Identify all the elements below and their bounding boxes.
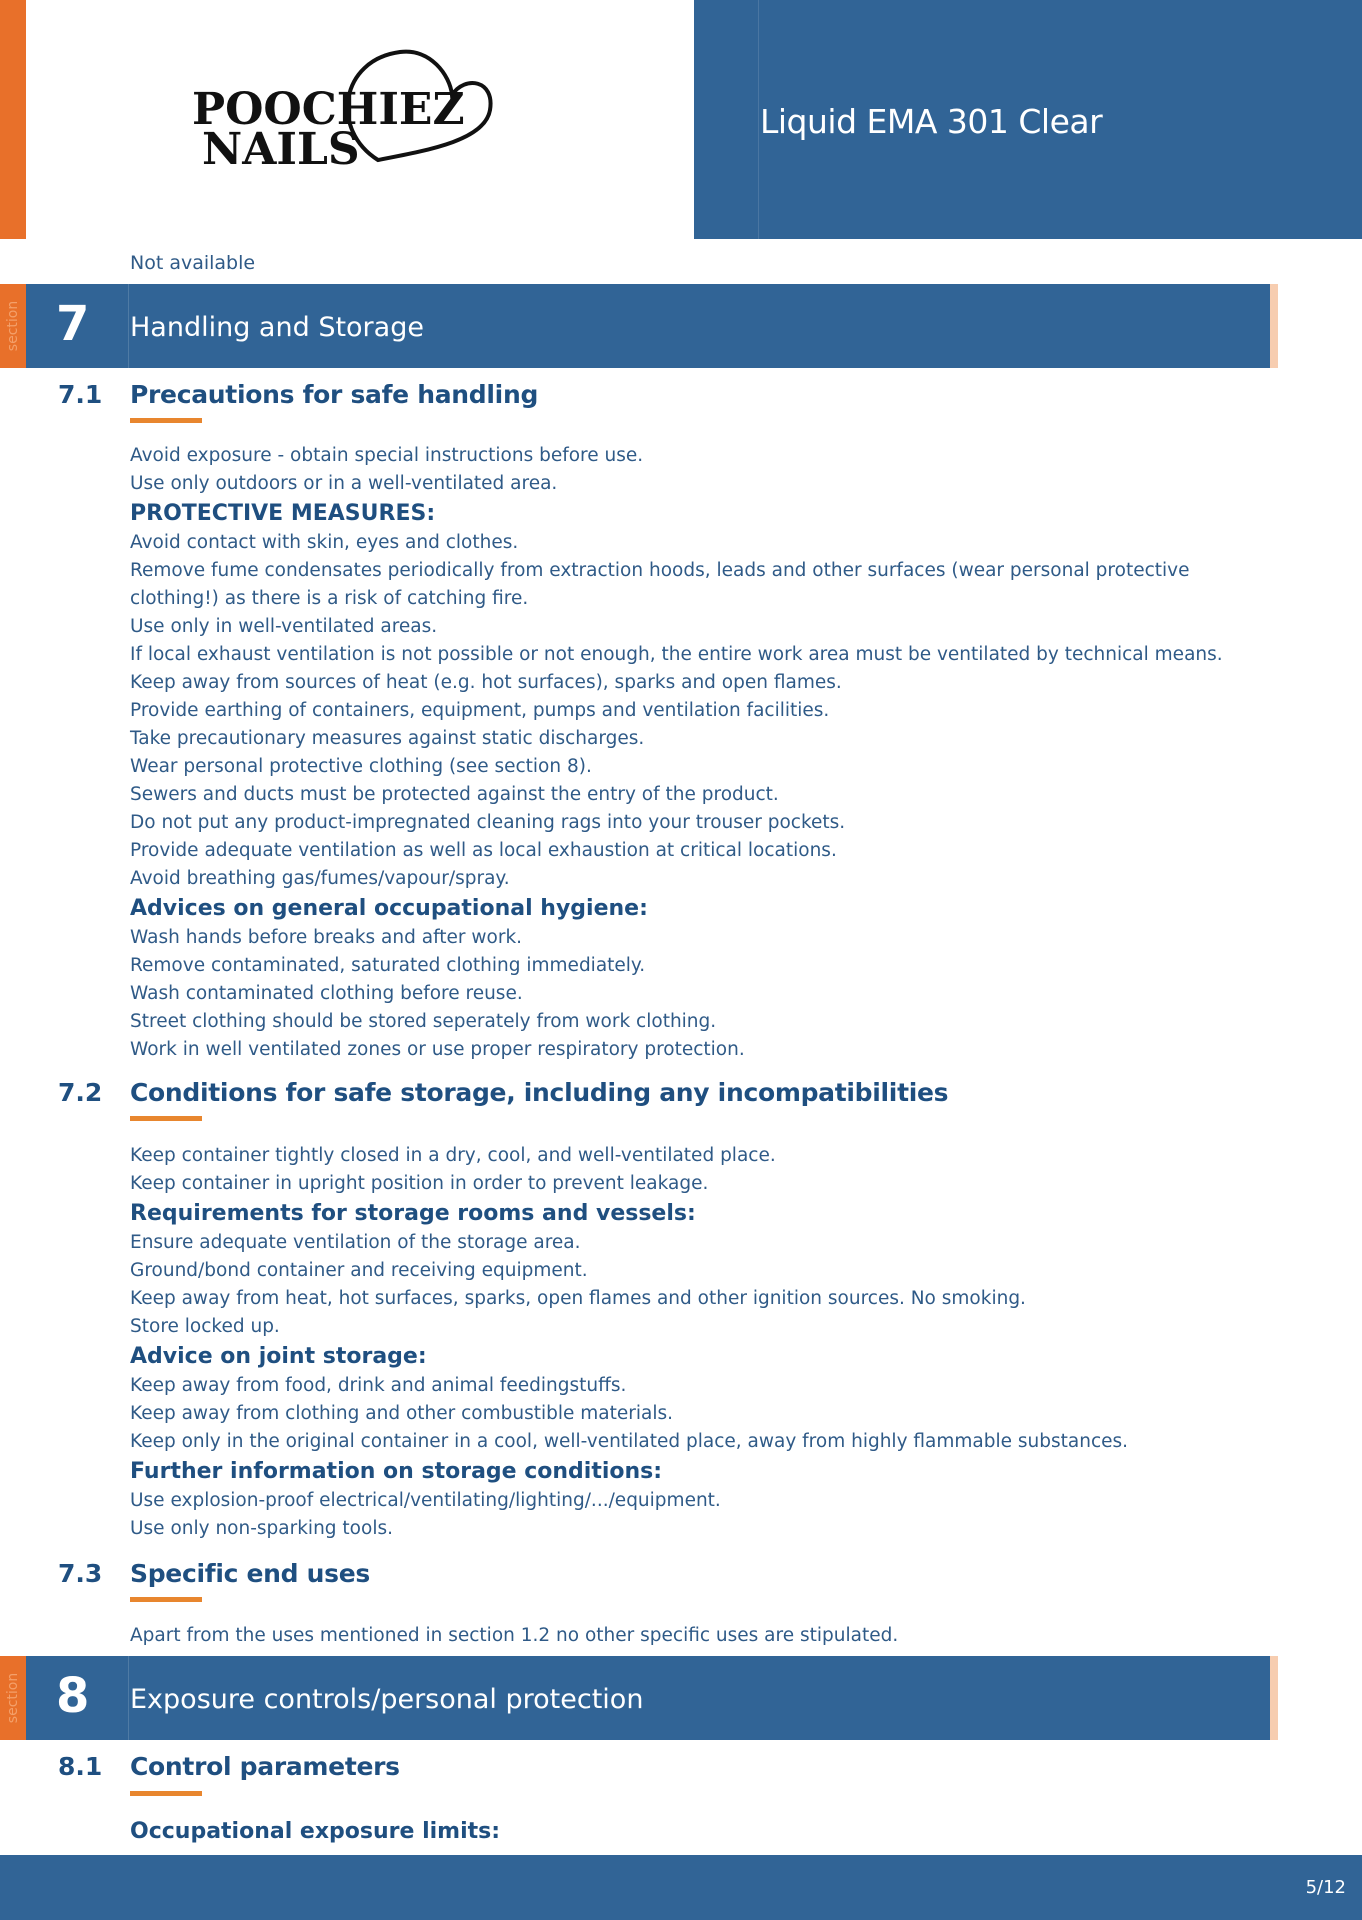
text-line: Remove contaminated, saturated clothing immediately.	[130, 955, 646, 976]
text-line: Keep away from heat, hot surfaces, sparks, open flames and other ignition sources. No smoking.	[130, 1288, 1026, 1309]
subsection-7-2-number: 7.2	[58, 1078, 103, 1107]
text-line: Ensure adequate ventilation of the storage area.	[130, 1232, 581, 1253]
subsection-7-3-title: Specific end uses	[130, 1559, 370, 1588]
logo-text-line2: NAILS	[202, 124, 360, 175]
text-line: Work in well ventilated zones or use proper respiratory protection.	[130, 1039, 745, 1060]
text-line: Keep away from clothing and other combustible materials.	[130, 1403, 674, 1424]
text-line: Provide earthing of containers, equipment, pumps and ventilation facilities.	[130, 700, 830, 721]
text-line: Store locked up.	[130, 1316, 280, 1337]
section-label: section	[5, 1672, 22, 1724]
text-line: Wash hands before breaks and after work.	[130, 927, 523, 948]
subsection-7-1-number: 7.1	[58, 380, 103, 409]
section-8-header	[0, 1656, 1270, 1740]
brand-logo	[190, 40, 500, 175]
section-title: Handling and Storage	[130, 312, 424, 343]
subsection-7-3-number: 7.3	[58, 1559, 103, 1588]
text-line: Avoid contact with skin, eyes and clothes.	[130, 532, 519, 553]
text-line: Avoid exposure - obtain special instructions before use.	[130, 445, 644, 466]
hygiene-heading: Advices on general occupational hygiene:	[130, 896, 648, 921]
page-number: 5/12	[1305, 1877, 1346, 1898]
subsection-8-1-content	[130, 1816, 1330, 1847]
text-line: Keep container tightly closed in a dry, cool, and well-ventilated place.	[130, 1145, 776, 1166]
subsection-7-1-content	[130, 442, 1330, 1064]
document-title: Liquid EMA 301 Clear	[760, 102, 1103, 141]
text-line: Use only in well-ventilated areas.	[130, 616, 438, 637]
text-line: Wear personal protective clothing (see section 8).	[130, 756, 592, 777]
text-line: Use explosion-proof electrical/ventilating/lighting/.../equipment.	[130, 1490, 721, 1511]
text-line: Keep only in the original container in a cool, well-ventilated place, away from highly flammable substances.	[130, 1431, 1129, 1452]
text-line: Do not put any product-impregnated cleaning rags into your trouser pockets.	[130, 812, 846, 833]
text-line: Provide adequate ventilation as well as local exhaustion at critical locations.	[130, 840, 837, 861]
top-note: Not available	[130, 252, 256, 274]
storage-rooms-heading: Requirements for storage rooms and vessels:	[130, 1201, 696, 1226]
text-line: Apart from the uses mentioned in section 1.2 no other specific uses are stipulated.	[130, 1625, 899, 1646]
text-line: Use only non-sparking tools.	[130, 1518, 393, 1539]
subsection-8-1-number: 8.1	[58, 1752, 103, 1781]
subsection-underline	[130, 1116, 202, 1121]
page-footer	[0, 1855, 1362, 1920]
logo-heart-icon	[190, 40, 500, 175]
text-line: Keep container in upright position in order to prevent leakage.	[130, 1173, 709, 1194]
section-number: 8	[56, 1668, 90, 1724]
text-line: Remove fume condensates periodically from extraction hoods, leads and other surfaces (wear personal protective clothing!) as there is a risk of catching fire.	[130, 560, 1190, 609]
text-line: Use only outdoors or in a well-ventilated area.	[130, 473, 558, 494]
subsection-7-1-title: Precautions for safe handling	[130, 380, 539, 409]
text-line: Wash contaminated clothing before reuse.	[130, 983, 523, 1004]
subsection-7-2-content	[130, 1142, 1330, 1543]
text-line: If local exhaust ventilation is not possible or not enough, the entire work area must be ventilated by technical means.	[130, 644, 1223, 665]
joint-storage-heading: Advice on joint storage:	[130, 1344, 427, 1369]
text-line: Keep away from food, drink and animal feedingstuffs.	[130, 1375, 627, 1396]
section-title: Exposure controls/personal protection	[130, 1684, 644, 1715]
text-line: Avoid breathing gas/fumes/vapour/spray.	[130, 868, 510, 889]
text-line: Take precautionary measures against static discharges.	[130, 728, 645, 749]
text-line: Keep away from sources of heat (e.g. hot surfaces), sparks and open flames.	[130, 672, 842, 693]
section-number: 7	[56, 296, 90, 352]
logo-text-line1: POOCHIEZ	[192, 84, 465, 135]
subsection-underline	[130, 418, 202, 423]
text-line: Ground/bond container and receiving equipment.	[130, 1260, 588, 1281]
section-label: section	[5, 300, 22, 352]
text-line: Sewers and ducts must be protected against the entry of the product.	[130, 784, 779, 805]
protective-measures-heading: PROTECTIVE MEASURES:	[130, 501, 436, 526]
text-line: Street clothing should be stored seperately from work clothing.	[130, 1011, 717, 1032]
further-info-heading: Further information on storage conditions:	[130, 1459, 663, 1484]
subsection-7-2-title: Conditions for safe storage, including any incompatibilities	[130, 1078, 949, 1107]
subsection-underline	[130, 1597, 202, 1602]
subsection-8-1-title: Control parameters	[130, 1752, 400, 1781]
subsection-underline	[130, 1791, 202, 1796]
exposure-limits-heading: Occupational exposure limits:	[130, 1819, 501, 1844]
section-7-header	[0, 284, 1270, 368]
subsection-7-3-content	[130, 1622, 1330, 1650]
header-accent-strip	[0, 0, 26, 239]
